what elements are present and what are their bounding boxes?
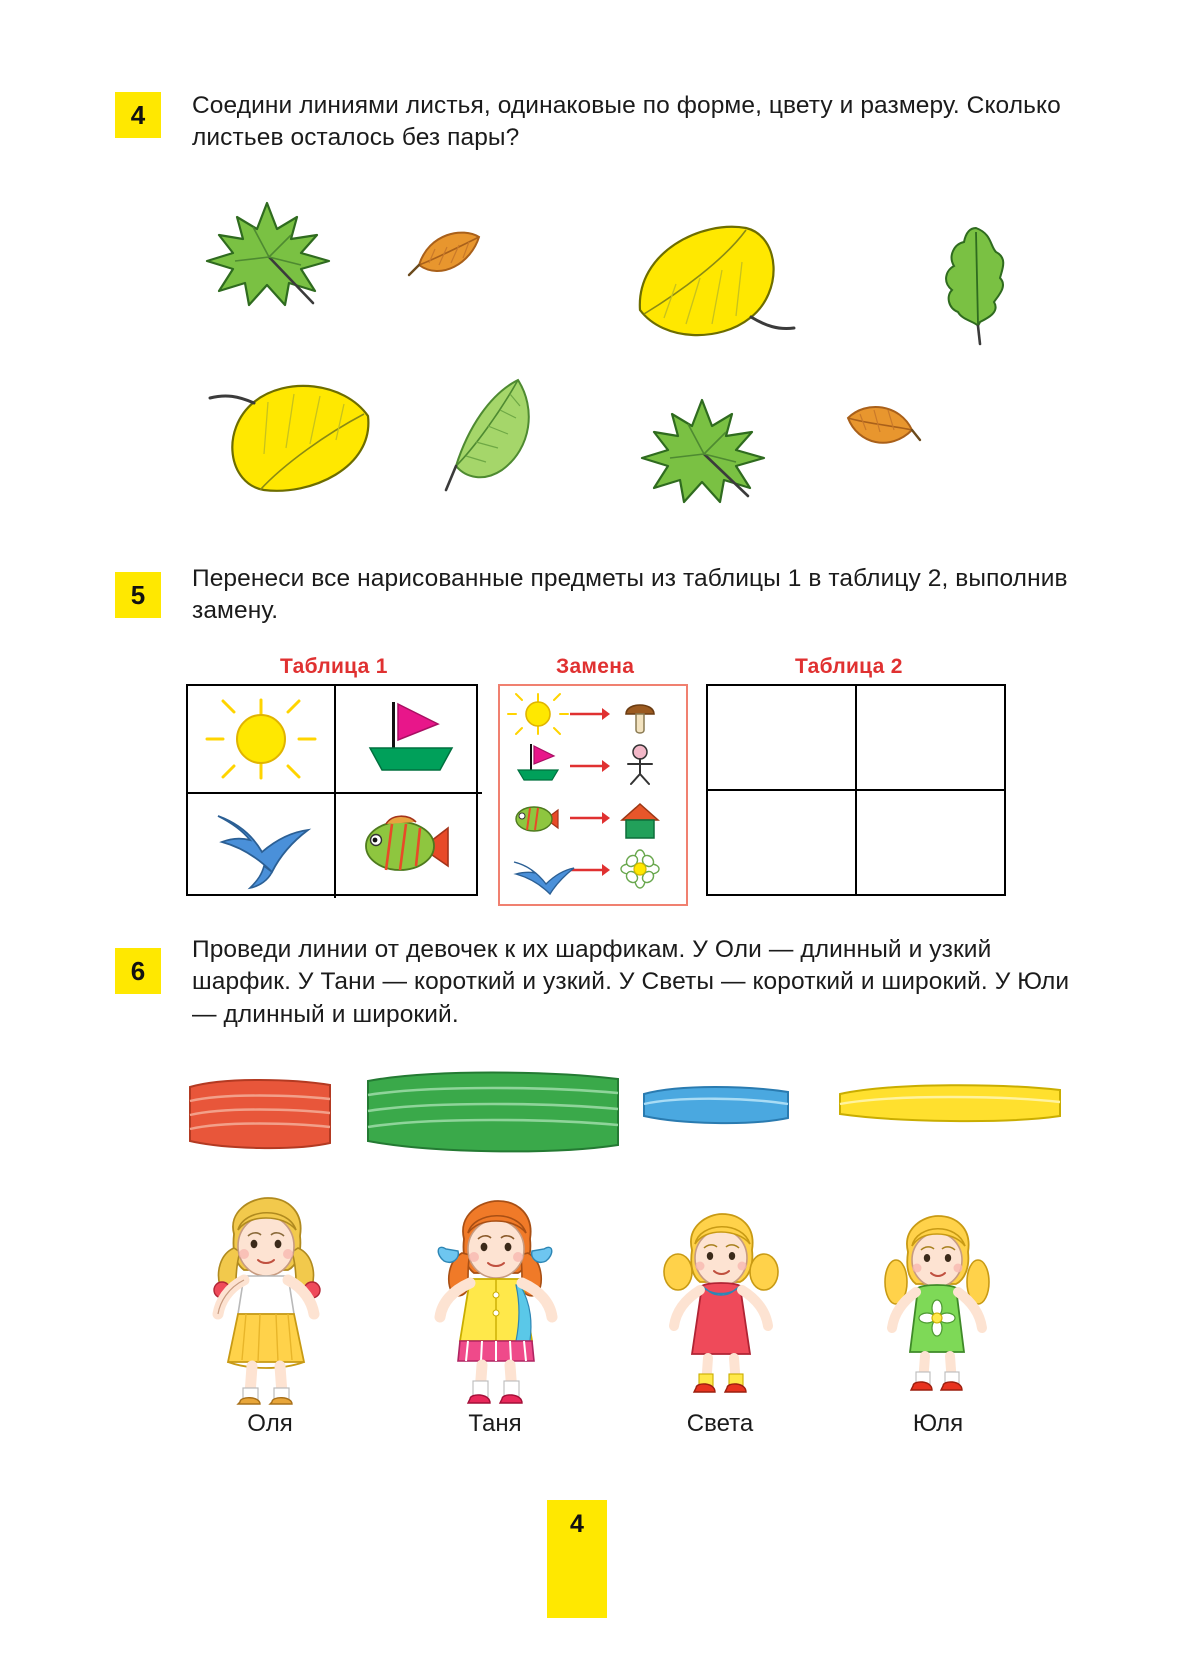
table-2-cell-1[interactable] [708, 686, 856, 790]
table-2-cell-3[interactable] [708, 790, 856, 894]
girl-name-tanya: Таня [468, 1410, 522, 1437]
table-2-cell-4[interactable] [856, 790, 1004, 894]
swap-house-icon [622, 804, 658, 838]
swap-caption: Замена [556, 655, 635, 678]
girl-name-olya: Оля [247, 1410, 293, 1437]
swap-fish-icon [516, 807, 558, 831]
leaf-maple-green-large-2 [640, 392, 770, 512]
swallow-icon [188, 794, 334, 898]
table-2[interactable] [706, 684, 1006, 896]
page-number: 4 [547, 1500, 607, 1618]
leaf-birch-yellow-large-2 [198, 368, 388, 500]
scarf-green-long-wide[interactable] [362, 1065, 624, 1157]
scarf-yellow-long-narrow[interactable] [836, 1080, 1064, 1128]
table-1-caption: Таблица 1 [280, 655, 388, 678]
task-6-number: 6 [115, 948, 161, 994]
leaf-oak-green-small-1 [932, 220, 1016, 348]
leaf-elm-lightgreen-1 [440, 372, 550, 498]
swap-sailboat-icon [518, 744, 558, 780]
swap-sun-icon [508, 694, 568, 734]
sailboat-icon [336, 686, 482, 792]
girl-sveta[interactable] [652, 1208, 790, 1420]
girl-name-sveta: Света [686, 1410, 754, 1437]
leaf-maple-green-large-1 [205, 195, 335, 315]
task-5-number: 5 [115, 572, 161, 618]
table-1 [186, 684, 478, 896]
scarf-blue-short-narrow[interactable] [640, 1082, 792, 1130]
sun-icon [188, 686, 334, 792]
table-1-cell-fish [335, 793, 482, 898]
leaf-birch-yellow-large-1 [620, 218, 810, 350]
task-5-text: Перенеси все нарисованные предметы из таблицы 1 в таблицу 2, выполнив замену. [192, 565, 1068, 625]
swap-flower-icon [621, 850, 659, 888]
table-2-cell-2[interactable] [856, 686, 1004, 790]
scarf-red-short-wide[interactable] [184, 1073, 336, 1155]
task-4-number: 4 [115, 92, 161, 138]
girl-olya[interactable] [192, 1190, 338, 1420]
table-2-caption: Таблица 2 [795, 655, 903, 678]
leaf-birch-orange-small-1 [405, 225, 487, 287]
task-4-text: Соедини линиями листья, одинаковые по форме, цвету и размеру. Сколько листьев осталось без пары? [192, 92, 1061, 152]
swap-swallow-icon [514, 862, 574, 894]
girl-tanya[interactable] [420, 1195, 570, 1421]
table-1-cell-swallow [188, 793, 335, 898]
girl-yulya[interactable] [868, 1212, 1004, 1420]
table-1-cell-sun [188, 686, 335, 793]
fish-icon [336, 794, 482, 898]
swap-little-man-icon [628, 745, 652, 784]
swap-mushroom-icon [626, 705, 654, 733]
girl-name-yulya: Юля [912, 1410, 964, 1437]
swap-table [498, 684, 688, 906]
table-1-cell-sailboat [335, 686, 482, 793]
leaf-birch-orange-small-2 [840, 400, 922, 462]
task-6-text: Проведи линии от девочек к их шарфикам. У Оли — длинный и узкий шарфик. У Тани — короткий и узкий. У Светы — короткий и широкий. У Юли — длинный и широкий. [192, 936, 1070, 1028]
